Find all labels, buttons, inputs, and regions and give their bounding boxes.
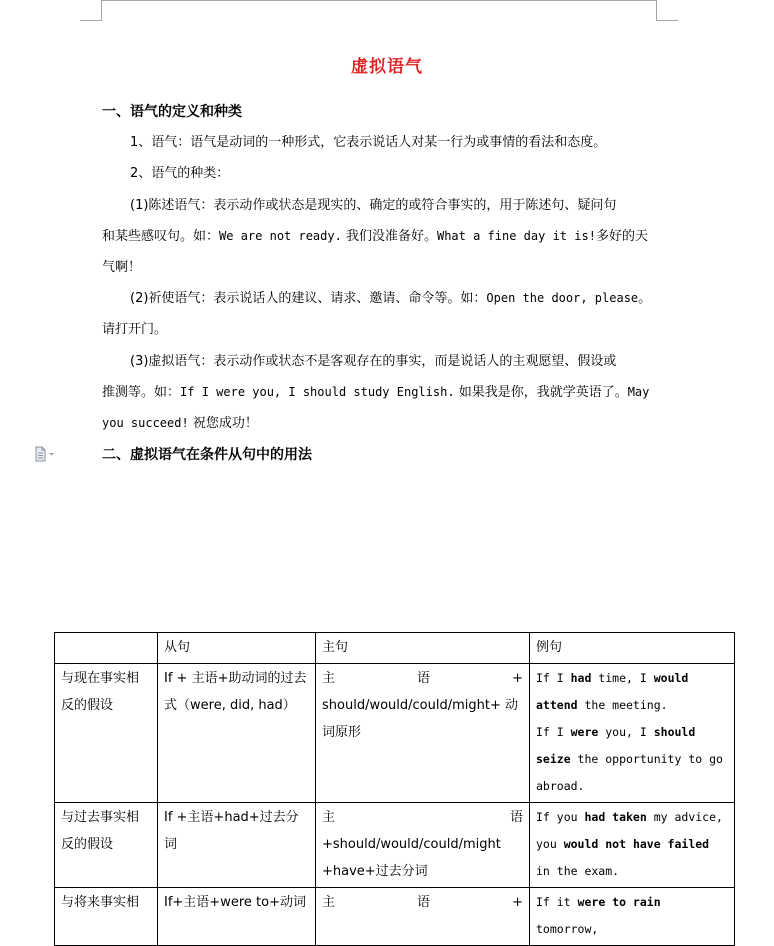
example-text: If I were you, I should study English. [180,385,455,399]
table-cell: If+主语+were to+动词 [158,888,316,946]
example-part: If it [536,895,578,909]
page-top-edge [101,0,656,1]
paragraph-text: 如果我是你，我就学英语了。 [454,385,628,400]
paragraph-text: (2)祈使语气：表示说话人的建议、请求、邀请、命令等。如： [130,291,487,306]
page-corner-mark [80,20,102,21]
example-text: We are not ready. [219,229,342,243]
page-corner-mark [656,0,657,21]
paragraph-indicative [102,190,658,283]
paragraph-mood-types [102,158,658,189]
table-cell [316,888,530,946]
section-heading-2: 二、虚拟语气在条件从句中的用法 [102,447,312,463]
example-verb: had taken [584,810,647,824]
example-sentence [536,665,728,719]
cell-line: should/would/could/might+ 动词原形 [322,698,518,740]
paragraph-text: 请打开门。 [102,322,168,337]
example-part: the meeting. [577,698,668,712]
example-part: If I [536,725,571,739]
table-cell: If + 主语+助动词的过去式（were, did, had） [158,664,316,803]
cell-line: 主 语 + [322,895,523,910]
example-text: Open the door, please [486,291,639,305]
table-cell: 与过去事实相反的假设 [55,803,158,888]
table-row [55,803,735,888]
example-part: in the exam. [536,864,620,878]
cell-line: +should/would/could/might +have+过去分词 [322,837,501,879]
section-heading-1: 一、语气的定义和种类 [102,104,242,120]
paragraph-text: (1)陈述语气：表示动作或状态是现实的、确定的或符合事实的，用于陈述句、疑问句 [130,198,617,213]
paragraph-text: 祝您成功！ [188,416,258,431]
page-corner-mark [101,0,102,21]
cell-line: 主 语 [322,810,523,825]
example-text: you succeed! [102,416,189,430]
example-part: my advice, you [536,810,723,851]
paragraph-text: (3)虚拟语气：表示动作或状态不是客观存在的事实，而是说话人的主观愿望、假设或 [130,354,617,369]
table-header-cell: 从句 [158,633,316,664]
example-part: If I [536,671,571,685]
example-part: If you [536,810,585,824]
table-cell [316,664,530,803]
example-verb: were [570,725,599,739]
paragraph-text: 。 [638,291,652,306]
paragraph-text: 我们没准备好。 [341,229,437,244]
paragraph-text: 1、语气：语气是动词的一种形式，它表示说话人对某一行为或事情的看法和态度。 [130,135,607,150]
table-cell: If +主语+had+过去分词 [158,803,316,888]
example-sentence [536,889,728,943]
paragraph-text: 推测等。如： [102,385,181,400]
example-part: time, I [591,671,654,685]
paragraph-text: 多好的天 [595,229,648,244]
example-sentence [536,719,728,800]
conditional-table [54,632,735,946]
example-verb: should seize [536,725,696,766]
table-cell [316,803,530,888]
table-cell: 与将来事实相 [55,888,158,946]
cell-line: 主 语 + [322,671,523,686]
document-icon [34,446,56,462]
table-header-row [55,633,735,664]
table-row [55,664,735,803]
example-text: May [627,385,650,399]
page-corner-mark [656,20,678,21]
example-part: you, I [598,725,654,739]
table-cell [530,803,735,888]
document-title: 虚拟语气 [351,57,423,77]
table-header-cell: 主句 [316,633,530,664]
example-sentence [536,804,728,885]
example-verb: had [570,671,592,685]
paragraph-subjunctive [102,346,658,439]
example-verb: were to rain [577,895,661,909]
paragraph-imperative [102,283,658,345]
example-text: What a fine day it is! [436,229,596,243]
example-part: tomorrow, [536,922,599,936]
table-header-cell [55,633,158,664]
example-verb: would not have failed [563,837,710,851]
paragraph-text: 气啊！ [102,260,142,275]
paragraph-mood-definition [102,127,658,158]
table-cell [530,888,735,946]
paragraph-text: 2、语气的种类： [130,166,230,181]
example-part: the opportunity to go abroad. [536,752,723,793]
table-cell [530,664,735,803]
paragraph-text: 和某些感叹句。如： [102,229,220,244]
table-row [55,888,735,946]
table-cell: 与现在事实相反的假设 [55,664,158,803]
example-verb: would attend [536,671,689,712]
table-header-cell: 例句 [530,633,735,664]
document-options-icon[interactable] [34,446,56,462]
